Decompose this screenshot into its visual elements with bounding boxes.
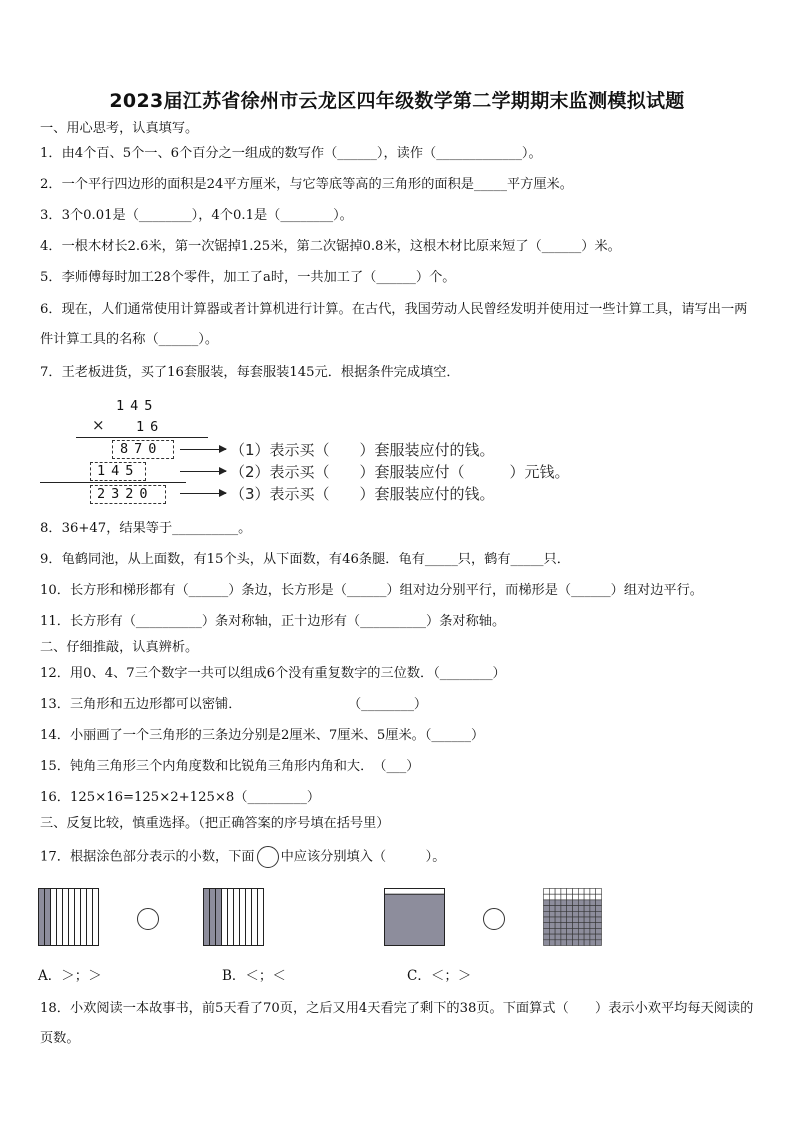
question-17-text-b: 中应该分别填入（ ）。 bbox=[280, 849, 446, 865]
grid-cell bbox=[590, 923, 596, 929]
question-1: 1．由4个百、5个一、6个百分之一组成的数写作（______），读作（_____________）。 bbox=[40, 146, 542, 161]
question-13-blank: （________） bbox=[348, 697, 428, 712]
grid-cell bbox=[590, 894, 596, 900]
square-figure-svg bbox=[384, 888, 446, 946]
strip-column bbox=[57, 889, 63, 946]
strip-column bbox=[87, 889, 93, 946]
strip-column bbox=[216, 889, 222, 946]
grid-cell bbox=[544, 894, 550, 900]
grid-cell bbox=[567, 923, 573, 929]
multiplicand: 145 bbox=[116, 398, 159, 414]
grid-cell bbox=[561, 917, 567, 923]
grid-cell bbox=[561, 900, 567, 906]
grid-cell bbox=[567, 906, 573, 912]
section-heading-2: 二、仔细推敲，认真辨析。 bbox=[40, 640, 199, 655]
grid-cell bbox=[544, 940, 550, 946]
grid-cell bbox=[561, 934, 567, 940]
grid-cell bbox=[596, 940, 602, 946]
grid-cell bbox=[596, 889, 602, 895]
strip-figure-2 bbox=[203, 888, 264, 946]
strip-column bbox=[69, 889, 75, 946]
grid-cell bbox=[573, 889, 579, 895]
grid-cell bbox=[561, 940, 567, 946]
grid-cell bbox=[555, 900, 561, 906]
grid-cell bbox=[549, 940, 555, 946]
grid-cell bbox=[596, 928, 602, 934]
arrow-2 bbox=[180, 471, 226, 472]
grid-cell bbox=[590, 889, 596, 895]
grid-cell bbox=[584, 940, 590, 946]
grid-cell bbox=[567, 917, 573, 923]
question-9: 9．龟鹤同池，从上面数，有15个头，从下面数，有46条腿．龟有_____只，鹤有_____只． bbox=[40, 552, 570, 567]
total-product: 2320 bbox=[97, 486, 154, 502]
section-heading-1: 一、用心思考，认真填写。 bbox=[40, 121, 199, 136]
strip-column bbox=[93, 889, 99, 946]
grid-cell bbox=[567, 894, 573, 900]
strip-column bbox=[204, 889, 210, 946]
question-3: 3．3个0.01是（________），4个0.1是（________）。 bbox=[40, 208, 353, 223]
times-sign: × bbox=[92, 416, 105, 434]
grid-cell bbox=[578, 906, 584, 912]
grid-cell bbox=[596, 906, 602, 912]
grid-cell bbox=[584, 900, 590, 906]
grid-cell bbox=[561, 923, 567, 929]
question-8: 8．36+47，结果等于__________。 bbox=[40, 521, 252, 536]
grid-cell bbox=[573, 917, 579, 923]
question-12: 12．用0、4、7三个数字一共可以组成6个没有重复数字的三位数．（________） bbox=[40, 666, 506, 681]
strip-column bbox=[240, 889, 246, 946]
strip-column bbox=[228, 889, 234, 946]
strip-figure-1-svg bbox=[38, 888, 99, 946]
multiplication-diagram bbox=[40, 396, 600, 506]
option-a[interactable]: A．＞；＞ bbox=[38, 968, 102, 984]
partial-product-2: 145 bbox=[97, 463, 140, 479]
grid-cell bbox=[561, 906, 567, 912]
grid-cell bbox=[573, 934, 579, 940]
calc-label-1: （1）表示买（ ）套服装应付的钱。 bbox=[230, 441, 495, 459]
strip-column bbox=[258, 889, 264, 946]
grid-cell bbox=[549, 889, 555, 895]
grid-cell bbox=[590, 928, 596, 934]
product-rule-2 bbox=[40, 482, 186, 483]
grid-cell bbox=[549, 900, 555, 906]
grid-cell bbox=[596, 923, 602, 929]
compare-circle-icon bbox=[257, 846, 279, 868]
grid-cell bbox=[555, 911, 561, 917]
square-shaded-part bbox=[385, 894, 445, 945]
grid-cell bbox=[561, 911, 567, 917]
strip-column bbox=[45, 889, 51, 946]
product-rule-1 bbox=[76, 437, 208, 438]
grid-cell bbox=[567, 889, 573, 895]
grid-cell bbox=[578, 923, 584, 929]
grid-cell bbox=[555, 934, 561, 940]
strip-column bbox=[39, 889, 45, 946]
grid-cell bbox=[578, 940, 584, 946]
grid-cell bbox=[555, 917, 561, 923]
grid-cell bbox=[549, 928, 555, 934]
grid-figure bbox=[543, 888, 603, 946]
grid-cell bbox=[549, 911, 555, 917]
calc-label-2: （2）表示买（ ）套服装应付（ ）元钱。 bbox=[230, 463, 570, 481]
grid-cell bbox=[549, 894, 555, 900]
grid-cell bbox=[561, 928, 567, 934]
grid-cell bbox=[549, 934, 555, 940]
question-17 bbox=[40, 846, 445, 868]
grid-cell bbox=[578, 917, 584, 923]
grid-cell bbox=[573, 928, 579, 934]
grid-cell bbox=[578, 889, 584, 895]
question-6: 6．现在，人们通常使用计算器或者计算机进行计算。在古代，我国劳动人民曾经发明并使用过一些计算工具，请写出一两件计算工具的名称（______）。 bbox=[40, 302, 748, 347]
grid-cell bbox=[578, 928, 584, 934]
grid-cell bbox=[584, 934, 590, 940]
option-b[interactable]: B．＜；＜ bbox=[222, 968, 286, 984]
question-10: 10．长方形和梯形都有（______）条边，长方形是（______）组对边分别平行，而梯形是（______）组对边平行。 bbox=[40, 583, 703, 598]
grid-cell bbox=[584, 889, 590, 895]
grid-figure-svg bbox=[543, 888, 603, 946]
grid-cell bbox=[584, 894, 590, 900]
grid-cell bbox=[555, 894, 561, 900]
grid-cell bbox=[596, 911, 602, 917]
grid-cell bbox=[555, 940, 561, 946]
strip-column bbox=[246, 889, 252, 946]
question-7: 7．王老板进货，买了16套服装，每套服装145元．根据条件完成填空． bbox=[40, 365, 460, 380]
grid-cell bbox=[555, 923, 561, 929]
compare-circle-1 bbox=[137, 908, 159, 930]
grid-cell bbox=[544, 923, 550, 929]
partial-product-1: 870 bbox=[120, 441, 163, 457]
grid-cell bbox=[590, 940, 596, 946]
grid-cell bbox=[578, 900, 584, 906]
strip-column bbox=[210, 889, 216, 946]
option-c[interactable]: C．＜；＞ bbox=[407, 968, 472, 984]
grid-cell bbox=[544, 934, 550, 940]
strip-column bbox=[81, 889, 87, 946]
strip-figure-1 bbox=[38, 888, 99, 946]
strip-column bbox=[51, 889, 57, 946]
section-heading-3: 三、反复比较，慎重选择。（把正确答案的序号填在括号里） bbox=[40, 816, 390, 831]
grid-cell bbox=[567, 911, 573, 917]
grid-cell bbox=[584, 928, 590, 934]
multiplier: 16 bbox=[136, 419, 165, 435]
grid-cell bbox=[567, 900, 573, 906]
grid-cell bbox=[567, 934, 573, 940]
question-2: 2．一个平行四边形的面积是24平方厘米，与它等底等高的三角形的面积是_____平方厘米。 bbox=[40, 177, 573, 192]
arrow-1 bbox=[180, 449, 226, 450]
question-16: 16．125×16=125×2+125×8（_________） bbox=[40, 790, 321, 805]
strip-column bbox=[75, 889, 81, 946]
strip-figure-2-svg bbox=[203, 888, 264, 946]
grid-cell bbox=[549, 917, 555, 923]
question-18: 18．小欢阅读一本故事书，前5天看了70页，之后又用4天看完了剩下的38页。下面算式（ ）表示小欢平均每天阅读的页数。 bbox=[40, 1001, 754, 1046]
strip-column bbox=[63, 889, 69, 946]
square-figure bbox=[384, 888, 446, 946]
grid-cell bbox=[573, 906, 579, 912]
calc-label-3: （3）表示买（ ）套服装应付的钱。 bbox=[230, 485, 495, 503]
grid-cell bbox=[584, 917, 590, 923]
grid-cell bbox=[584, 906, 590, 912]
question-4: 4．一根木材长2.6米，第一次锯掉1.25米，第二次锯掉0.8米，这根木材比原来短了（______）米。 bbox=[40, 239, 621, 254]
grid-cell bbox=[573, 894, 579, 900]
grid-cell bbox=[544, 917, 550, 923]
question-13: 13．三角形和五边形都可以密铺． bbox=[40, 697, 242, 712]
grid-cell bbox=[544, 900, 550, 906]
grid-cell bbox=[573, 923, 579, 929]
grid-cell bbox=[578, 934, 584, 940]
arrow-3 bbox=[180, 493, 226, 494]
strip-column bbox=[234, 889, 240, 946]
page-title: 2023届江苏省徐州市云龙区四年级数学第二学期期末监测模拟试题 bbox=[109, 90, 685, 112]
compare-circle-2 bbox=[483, 908, 505, 930]
question-14: 14．小丽画了一个三角形的三条边分别是2厘米、7厘米、5厘米。（______） bbox=[40, 728, 485, 743]
grid-cell bbox=[590, 911, 596, 917]
grid-cell bbox=[555, 928, 561, 934]
grid-cell bbox=[578, 894, 584, 900]
grid-cell bbox=[549, 906, 555, 912]
grid-cell bbox=[561, 894, 567, 900]
strip-column bbox=[252, 889, 258, 946]
grid-cell bbox=[567, 940, 573, 946]
grid-cell bbox=[567, 928, 573, 934]
grid-cell bbox=[561, 889, 567, 895]
grid-cell bbox=[544, 911, 550, 917]
question-5: 5．李师傅每时加工28个零件，加工了a时，一共加工了（______）个。 bbox=[40, 270, 456, 285]
question-11: 11．长方形有（__________）条对称轴，正十边形有（__________）条对称轴。 bbox=[40, 614, 506, 629]
question-17-text-a: 17．根据涂色部分表示的小数，下面 bbox=[40, 849, 255, 865]
strip-column bbox=[222, 889, 228, 946]
grid-cell bbox=[555, 889, 561, 895]
grid-cell bbox=[549, 923, 555, 929]
grid-cell bbox=[596, 934, 602, 940]
question-15: 15．钝角三角形三个内角度数和比锐角三角形内角和大． （___） bbox=[40, 759, 420, 774]
grid-cell bbox=[590, 917, 596, 923]
grid-cell bbox=[573, 900, 579, 906]
grid-cell bbox=[544, 906, 550, 912]
grid-cell bbox=[573, 940, 579, 946]
grid-cell bbox=[578, 911, 584, 917]
grid-cell bbox=[573, 911, 579, 917]
grid-cell bbox=[544, 889, 550, 895]
grid-cell bbox=[596, 900, 602, 906]
grid-cell bbox=[555, 906, 561, 912]
grid-cell bbox=[590, 906, 596, 912]
grid-cell bbox=[596, 894, 602, 900]
grid-cell bbox=[584, 923, 590, 929]
grid-cell bbox=[596, 917, 602, 923]
grid-cell bbox=[544, 928, 550, 934]
grid-cell bbox=[590, 900, 596, 906]
grid-cell bbox=[584, 911, 590, 917]
grid-cell bbox=[590, 934, 596, 940]
